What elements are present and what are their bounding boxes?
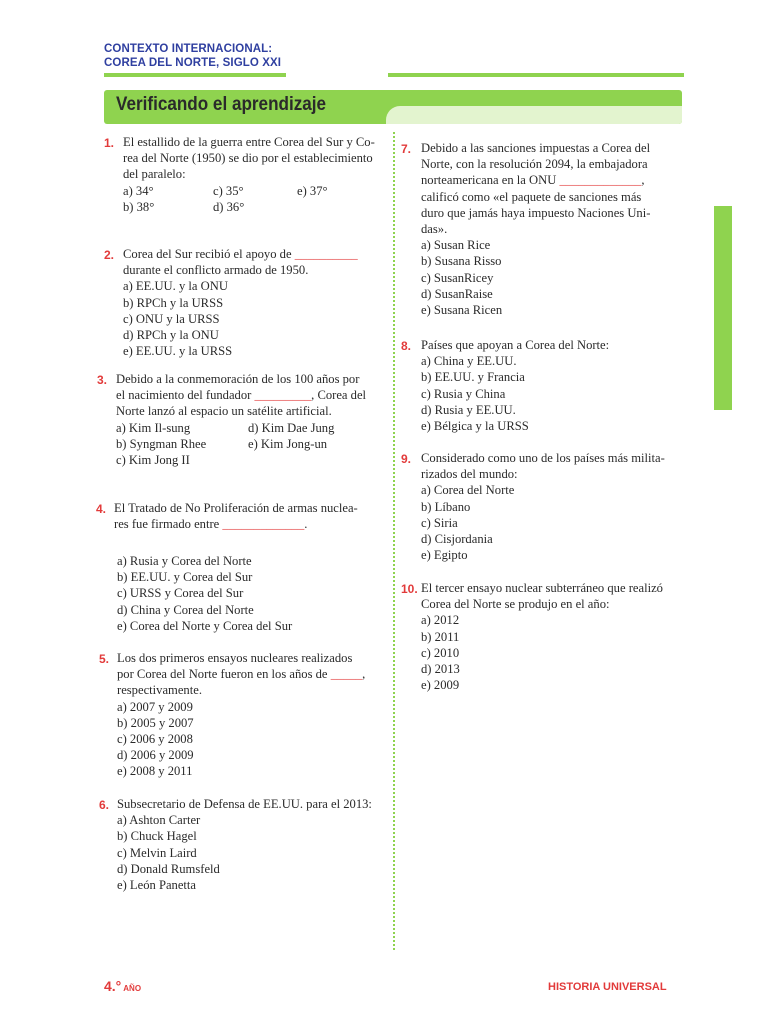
option-4c[interactable]: c) URSS y Corea del Sur xyxy=(117,586,244,601)
option-10e[interactable]: e) 2009 xyxy=(421,678,460,693)
question-number-10: 10. xyxy=(401,582,418,596)
question-2-line-1: Corea del Sur recibió el apoyo de xyxy=(123,247,295,261)
question-number-6: 6. xyxy=(99,798,110,812)
option-10d[interactable]: d) 2013 xyxy=(421,662,460,677)
option-5c[interactable]: c) 2006 y 2008 xyxy=(117,732,193,747)
question-4-line-2: res fue firmado entre xyxy=(114,517,223,532)
option-4e[interactable]: e) Corea del Norte y Corea del Sur xyxy=(117,618,293,633)
question-4 xyxy=(114,500,380,532)
question-3-line-2: el nacimiento del fundador xyxy=(116,388,255,403)
option-6b[interactable]: b) Chuck Hagel xyxy=(117,829,197,844)
question-3-line-1: Debido a la conmemoración de los 100 años por xyxy=(116,372,360,386)
option-7a[interactable]: a) Susan Rice xyxy=(421,238,491,253)
option-8c[interactable]: c) Rusia y China xyxy=(421,386,506,401)
option-6a[interactable]: a) Ashton Carter xyxy=(117,813,201,828)
option-5b[interactable]: b) 2005 y 2007 xyxy=(117,715,194,730)
option-10c[interactable]: c) 2010 xyxy=(421,645,460,660)
column-divider xyxy=(393,132,395,950)
option-6c[interactable]: c) Melvin Laird xyxy=(117,845,197,860)
question-7-line-2: Norte, con la resolución 2094, la embajadora xyxy=(421,157,648,172)
question-7-line-4: calificó como «el paquete de sanciones más xyxy=(421,189,642,204)
option-2a[interactable]: a) EE.UU. y la ONU xyxy=(123,279,228,294)
question-7-line-1: Debido a las sanciones impuestas a Corea del xyxy=(421,141,651,155)
option-8b[interactable]: b) EE.UU. y Francia xyxy=(421,370,525,385)
option-7b[interactable]: b) Susana Risso xyxy=(421,254,502,269)
question-9-line-1: Considerado como uno de los países más milita- xyxy=(421,451,665,465)
side-tab xyxy=(714,206,732,410)
option-9a[interactable]: a) Corea del Norte xyxy=(421,483,515,498)
question-5 xyxy=(117,650,381,780)
header-rule-right xyxy=(388,73,684,77)
context-header xyxy=(104,42,281,70)
section-title: Verificando el aprendizaje xyxy=(116,94,327,115)
question-5-line-3: respectivamente. xyxy=(117,683,202,698)
footer-grade xyxy=(104,978,141,994)
answer-blank-2: __________ xyxy=(294,247,358,261)
question-6-line-1: Subsecretario de Defensa de EE.UU. para el 2013: xyxy=(117,797,372,811)
option-2e[interactable]: e) EE.UU. y la URSS xyxy=(123,344,233,359)
question-10 xyxy=(421,580,683,693)
question-7-line-5: duro que jamás haya impuesto Naciones Uni- xyxy=(421,205,651,220)
question-3-options xyxy=(116,420,378,469)
option-9e[interactable]: e) Egipto xyxy=(421,548,468,563)
question-7-line-3-end: , xyxy=(641,173,645,188)
option-9d[interactable]: d) Cisjordania xyxy=(421,532,493,547)
question-number-5: 5. xyxy=(99,652,110,666)
question-1-options xyxy=(123,183,385,215)
question-number-8: 8. xyxy=(401,339,412,353)
option-2c[interactable]: c) ONU y la URSS xyxy=(123,311,220,326)
answer-blank-5: _____ xyxy=(330,667,363,682)
option-1a[interactable]: a) 34° xyxy=(123,183,154,198)
option-8a[interactable]: a) China y EE.UU. xyxy=(421,354,517,369)
answer-blank-3: _________ xyxy=(254,388,312,403)
option-1e[interactable]: e) 37° xyxy=(297,183,328,198)
question-3 xyxy=(116,371,378,468)
option-8e[interactable]: e) Bélgica y la URSS xyxy=(421,419,529,434)
option-3c[interactable]: c) Kim Jong II xyxy=(116,453,190,468)
option-4a[interactable]: a) Rusia y Corea del Norte xyxy=(117,554,252,568)
option-10a[interactable]: a) 2012 xyxy=(421,613,460,628)
option-3b[interactable]: b) Syngman Rhee xyxy=(116,436,207,451)
question-3-line-3: Norte lanzó al espacio un satélite artificial. xyxy=(116,404,332,419)
question-7-line-6: das». xyxy=(421,222,448,237)
question-5-line-2-end: , xyxy=(362,667,366,682)
answer-blank-7: _____________ xyxy=(559,173,642,188)
question-1-line-1: El estallido de la guerra entre Corea del Sur y Co- xyxy=(123,135,375,149)
question-number-9: 9. xyxy=(401,452,412,466)
question-1-line-3: del paralelo: xyxy=(123,167,186,182)
option-9b[interactable]: b) Líbano xyxy=(421,499,471,514)
question-4-line-2-end: . xyxy=(304,517,308,532)
question-6 xyxy=(117,796,385,893)
question-1-line-2: rea del Norte (1950) se dio por el establecimiento xyxy=(123,151,373,166)
question-3-line-2-end: , Corea del xyxy=(311,388,367,403)
question-5-line-1: Los dos primeros ensayos nucleares realizados xyxy=(117,651,353,665)
option-7d[interactable]: d) SusanRaise xyxy=(421,286,493,301)
question-number-1: 1. xyxy=(104,136,115,150)
option-6e[interactable]: e) León Panetta xyxy=(117,878,197,893)
option-9c[interactable]: c) Siria xyxy=(421,515,458,530)
context-line-1: CONTEXTO INTERNACIONAL: xyxy=(104,43,273,55)
question-9 xyxy=(421,450,683,563)
question-2 xyxy=(123,246,385,359)
question-5-line-2: por Corea del Norte fueron en los años de xyxy=(117,667,331,682)
banner-highlight xyxy=(386,106,682,124)
question-4-line-1: El Tratado de No Proliferación de armas nuclea- xyxy=(114,501,358,515)
question-number-4: 4. xyxy=(96,502,107,516)
option-1d[interactable]: d) 36° xyxy=(213,199,245,214)
option-6d[interactable]: d) Donald Rumsfeld xyxy=(117,861,220,876)
option-7c[interactable]: c) SusanRicey xyxy=(421,270,494,285)
question-10-line-2: Corea del Norte se produjo en el año: xyxy=(421,597,610,612)
header-rule-left xyxy=(104,73,286,77)
question-number-3: 3. xyxy=(97,373,108,387)
question-number-2: 2. xyxy=(104,248,115,262)
option-3e[interactable]: e) Kim Jong-un xyxy=(248,436,328,451)
option-5d[interactable]: d) 2006 y 2009 xyxy=(117,748,194,763)
option-1b[interactable]: b) 38° xyxy=(123,199,155,214)
question-4-options xyxy=(117,553,379,634)
answer-blank-4: _____________ xyxy=(222,517,305,532)
footer-subject: HISTORIA UNIVERSAL xyxy=(548,981,667,993)
option-7e[interactable]: e) Susana Ricen xyxy=(421,303,503,318)
option-2b[interactable]: b) RPCh y la URSS xyxy=(123,295,224,310)
option-10b[interactable]: b) 2011 xyxy=(421,629,460,644)
question-10-line-1: El tercer ensayo nuclear subterráneo que realizó xyxy=(421,581,663,595)
question-9-line-2: rizados del mundo: xyxy=(421,467,518,482)
grade-suffix: AÑO xyxy=(123,984,142,993)
option-5a[interactable]: a) 2007 y 2009 xyxy=(117,699,193,714)
option-4b[interactable]: b) EE.UU. y Corea del Sur xyxy=(117,570,253,585)
grade-number: 4.° xyxy=(104,978,122,994)
question-number-7: 7. xyxy=(401,142,412,156)
question-8-line-1: Países que apoyan a Corea del Norte: xyxy=(421,338,610,352)
option-2d[interactable]: d) RPCh y la ONU xyxy=(123,328,219,343)
option-3d[interactable]: d) Kim Dae Jung xyxy=(248,420,335,435)
option-3a[interactable]: a) Kim Il-sung xyxy=(116,420,191,435)
option-4d[interactable]: d) China y Corea del Norte xyxy=(117,602,254,617)
question-7 xyxy=(421,140,683,318)
question-1 xyxy=(123,134,385,215)
option-8d[interactable]: d) Rusia y EE.UU. xyxy=(421,402,516,417)
option-5e[interactable]: e) 2008 y 2011 xyxy=(117,764,193,779)
question-2-line-2: durante el conflicto armado de 1950. xyxy=(123,263,309,278)
context-line-2: COREA DEL NORTE, SIGLO XXI xyxy=(104,57,282,69)
section-banner xyxy=(104,90,682,124)
question-8 xyxy=(421,337,683,434)
option-1c[interactable]: c) 35° xyxy=(213,183,244,198)
question-7-line-3: norteamericana en la ONU xyxy=(421,173,560,188)
